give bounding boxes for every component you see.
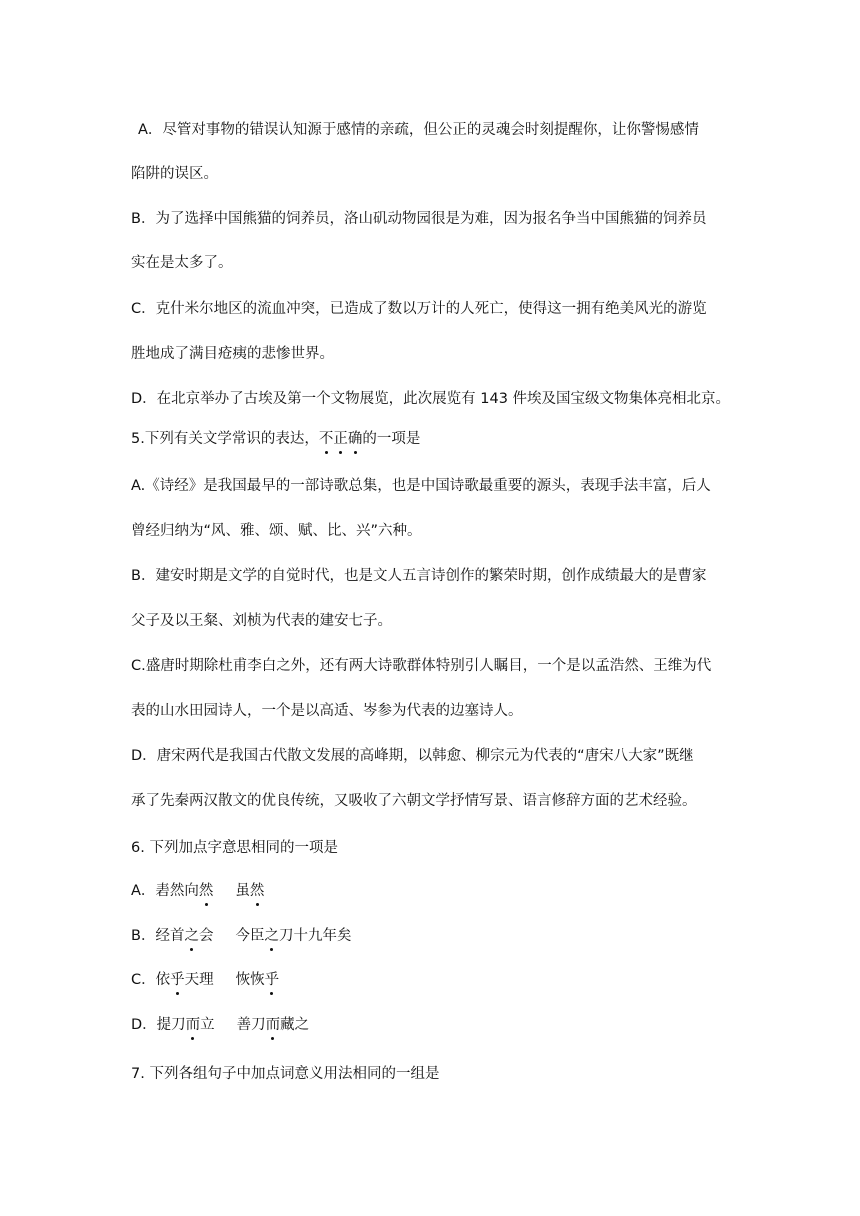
q5-option-d-line1: D．唐宋两代是我国古代散文发展的高峰期，以韩愈、柳宗元为代表的“唐宋八大家”既继: [131, 748, 694, 764]
q6-b-dotted-char2: 之: [264, 928, 279, 944]
q6-b-phrase1: B．经首: [131, 928, 185, 944]
q6-stem: 6. 下列加点字意思相同的一项是: [131, 840, 338, 856]
q4-option-c-line1: C．克什米尔地区的流血冲突，已造成了数以万计的人死亡，使得这一拥有绝美风光的游览: [131, 301, 707, 317]
q6-d-dotted-char2: 而: [265, 1017, 281, 1033]
q6-a-dotted-char1: 然: [198, 883, 214, 899]
q5-stem-dotted-char: 正: [333, 431, 348, 447]
q5-option-b-line1: B．建安时期是文学的自觉时代，也是文人五言诗创作的繁荣时期，创作成绩最大的是曹家: [131, 568, 707, 584]
q5-stem-pre: 5.下列有关文学常识的表达，: [131, 431, 319, 447]
q6-c-phrase2: 恢恢: [235, 972, 265, 988]
q4-option-b-line1: B．为了选择中国熊猫的饲养员，洛山矶动物园很是为难，因为报名争当中国熊猫的饲养员: [131, 211, 707, 227]
q5-option-c-line1: C.盛唐时期除杜甫李白之外，还有两大诗歌群体特别引人瞩目，一个是以孟浩然、王维为代: [131, 658, 712, 674]
q5-stem-dotted-char: 不: [318, 431, 334, 447]
q5-stem-dotted-char: 确: [347, 431, 363, 447]
q4-option-b-line2: 实在是太多了。: [131, 255, 233, 271]
q6-d-dotted-char1: 而: [185, 1017, 201, 1033]
q6-a-dotted-char2: 然: [249, 883, 265, 899]
q6-b-dotted-char1: 之: [184, 928, 199, 944]
q4-option-d-line1: D．在北京举办了古埃及第一个文物展览，此次展览有 143 件埃及国宝级文物集体亮相北京。: [131, 391, 731, 407]
q5-option-d-line2: 承了先秦两汉散文的优良传统，又吸收了六朝文学抒情写景、语言修辞方面的艺术经验。: [131, 793, 697, 809]
q5-option-a-line2: 曾经归纳为“风、雅、颂、赋、比、兴”六种。: [131, 523, 422, 539]
q6-option-c: C．依乎天理 恢恢乎: [131, 972, 280, 988]
q6-c-phrase1: C．依: [131, 972, 171, 988]
q6-c-dotted-char1: 乎: [170, 972, 185, 988]
q5-option-c-line2: 表的山水田园诗人，一个是以高适、岑参为代表的边塞诗人。: [131, 703, 523, 719]
q5-option-b-line2: 父子及以王粲、刘桢为代表的建安七子。: [131, 613, 392, 629]
q6-b-phrase2: 今臣: [235, 928, 265, 944]
q6-c-dotted-char2: 乎: [264, 972, 280, 988]
q6-a-phrase1: A．砉然向: [131, 883, 199, 899]
q7-stem: 7. 下列各组句子中加点词意义用法相同的一组是: [131, 1066, 440, 1082]
q6-d-phrase2: 善刀: [236, 1017, 266, 1033]
q4-option-a-line1: A．尽管对事物的错误认知源于感情的亲疏，但公正的灵魂会时刻提醒你，让你警惕感情: [138, 122, 699, 138]
q4-option-a-line2: 陷阱的误区。: [131, 166, 218, 182]
q6-a-phrase2: 虽: [235, 883, 250, 899]
q5-option-a-line1: A.《诗经》是我国最早的一部诗歌总集，也是中国诗歌最重要的源头，表现手法丰富，后人: [131, 478, 711, 494]
q6-option-d: D．提刀而立 善刀而藏之: [131, 1017, 310, 1033]
q5-stem: [131, 429, 420, 449]
q6-option-b: B．经首之会 今臣之刀十九年矣: [131, 928, 352, 944]
q6-d-phrase1: D．提刀: [131, 1017, 186, 1033]
q6-option-a: [131, 881, 264, 901]
q4-option-c-line2: 胜地成了满目疮痍的悲惨世界。: [131, 346, 334, 362]
q5-stem-post: 的一项是: [362, 431, 421, 447]
